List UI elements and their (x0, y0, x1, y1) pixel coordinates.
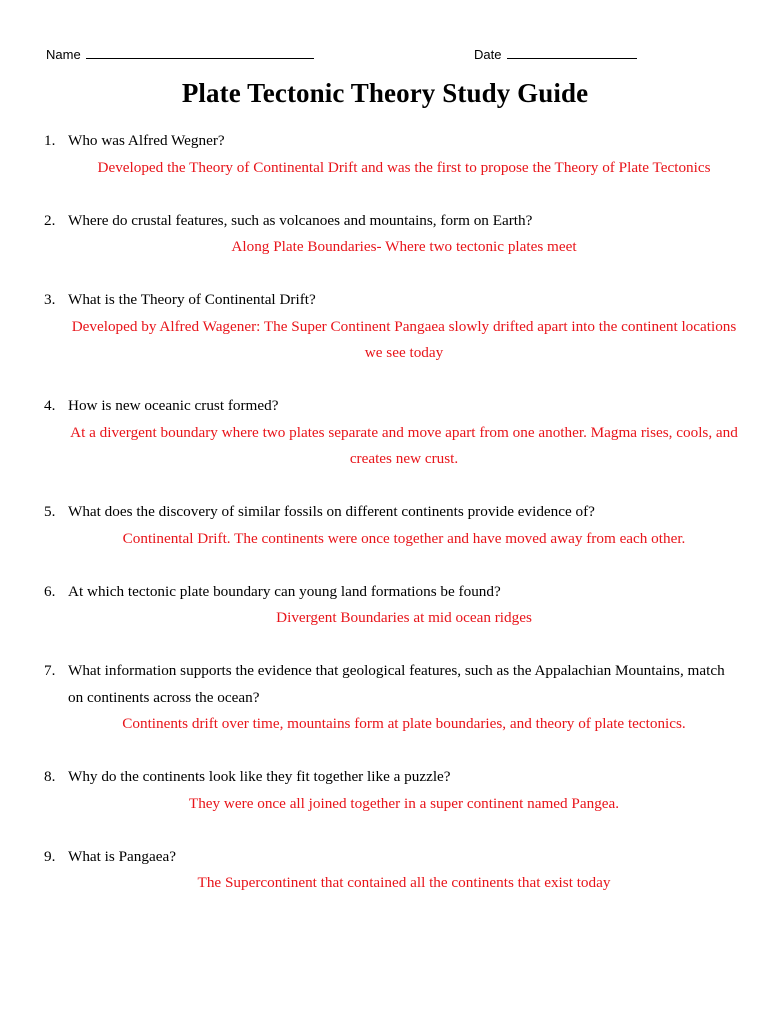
question-item (0, 579, 770, 659)
question-number: 9. (44, 847, 56, 865)
date-label: Date (474, 47, 502, 62)
question-text: Who was Alfred Wegner? (68, 132, 225, 149)
question-item (0, 128, 770, 208)
question-item (0, 658, 770, 764)
question-number: 1. (44, 132, 56, 149)
question-number: 3. (44, 291, 56, 308)
question-item (0, 393, 770, 499)
name-blank-line[interactable] (86, 46, 314, 59)
answer-text: The Supercontinent that contained all the continents that exist today (197, 874, 611, 891)
date-field (474, 46, 637, 62)
question-text: At which tectonic plate boundary can young land formations be found? (68, 582, 501, 600)
question-number: 6. (44, 582, 56, 600)
name-field (46, 46, 314, 62)
question-text: What is the Theory of Continental Drift? (68, 291, 316, 308)
question-item (0, 287, 770, 393)
page-title: Plate Tectonic Theory Study Guide (181, 78, 589, 108)
question-item (0, 764, 770, 844)
question-text: What does the discovery of similar fossils on different continents provide evidence of? (68, 503, 595, 520)
question-number: 4. (44, 397, 56, 414)
answer-text: Along Plate Boundaries- Where two tectonic plates meet (231, 238, 577, 255)
answer-text: At a divergent boundary where two plates separate and move apart from one another. Magma rises, cools, and creates new crust. (70, 423, 738, 467)
question-item (0, 499, 770, 579)
question-number: 2. (44, 211, 56, 229)
answer-text: Developed the Theory of Continental Drift and was the first to propose the Theory of Plate Tectonics (97, 158, 711, 176)
answer-text: They were once all joined together in a super continent named Pangea. (188, 794, 620, 812)
answer-text: Developed by Alfred Wagener: The Super Continent Pangaea slowly drifted apart into the continent locations we see today (71, 317, 737, 361)
question-list (0, 128, 770, 897)
question-number: 8. (44, 768, 56, 785)
question-text: What is Pangaea? (68, 847, 176, 865)
question-item (0, 208, 770, 288)
question-text: How is new oceanic crust formed? (68, 397, 279, 414)
question-text: Where do crustal features, such as volcanoes and mountains, form on Earth? (68, 211, 533, 229)
question-text: What information supports the evidence that geological features, such as the Appalachian Mountains, match on continents across the ocean? (68, 662, 725, 706)
question-text: Why do the continents look like they fit together like a puzzle? (68, 768, 451, 785)
question-number: 7. (44, 662, 56, 679)
question-item (0, 844, 770, 897)
question-number: 5. (44, 503, 56, 520)
answer-text: Continents drift over time, mountains form at plate boundaries, and theory of plate tectonics. (122, 715, 686, 732)
date-blank-line[interactable] (507, 46, 637, 59)
answer-text: Continental Drift. The continents were once together and have moved away from each other. (122, 529, 686, 547)
answer-text: Divergent Boundaries at mid ocean ridges (276, 609, 532, 626)
name-label: Name (46, 47, 81, 62)
